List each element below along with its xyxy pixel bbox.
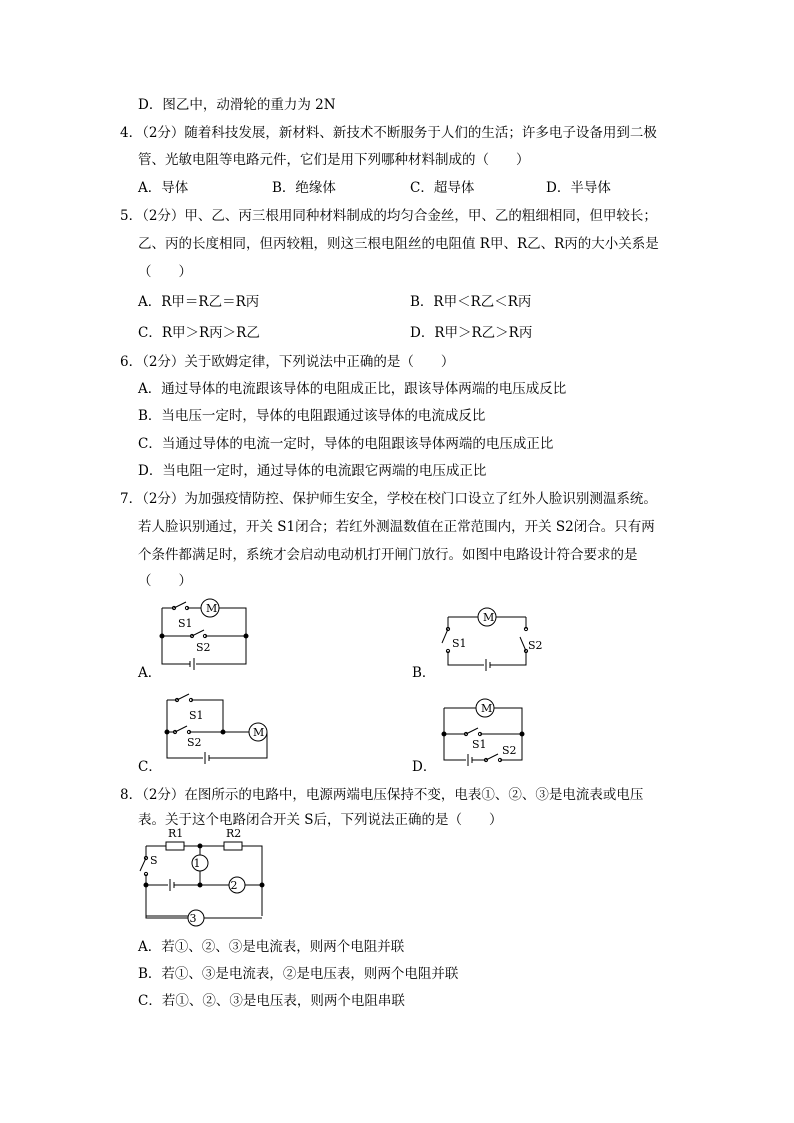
switch-s2-label: S2 xyxy=(196,641,211,654)
q4-stem-line2: 管、光敏电阻等电路元件，它们是用下列哪种材料制成的（ ） xyxy=(138,152,530,168)
q7-stem-line2: 若人脸识别通过，开关 S1闭合；若红外测温数值在正常范围内，开关 S2闭合。只有两 xyxy=(138,519,655,535)
q4-stem-line1: 4．（2分）随着科技发展，新材料、新技术不断服务于人们的生活；许多电子设备用到二极 xyxy=(120,125,657,141)
q7-circuit-c xyxy=(155,692,275,772)
q8-circuit xyxy=(136,827,276,928)
q7-label-b: B． xyxy=(412,665,436,681)
q5-option-a: A．R甲＝R乙＝R丙 xyxy=(138,294,260,310)
meter-1-label: 1 xyxy=(193,857,201,870)
switch-s2-label-d: S2 xyxy=(502,744,517,757)
q7-circuit-b xyxy=(430,603,550,678)
q7-label-c: C． xyxy=(138,759,162,775)
meter-3-label: 3 xyxy=(189,912,197,925)
motor-label-c: M xyxy=(253,726,265,739)
q5-stem-line3: （ ） xyxy=(138,264,192,280)
q4-option-a: A．导体 xyxy=(138,180,189,196)
q7-stem-line3: 个条件都满足时，系统才会启动电动机打开闸门放行。如图中电路设计符合要求的是 xyxy=(138,547,638,563)
motor-label-d: M xyxy=(481,702,493,715)
switch-s-label: S xyxy=(150,854,158,867)
q7-circuit-d xyxy=(436,694,536,774)
q6-option-a: A．通过导体的电流跟该导体的电阻成正比，跟该导体两端的电压成反比 xyxy=(138,381,567,397)
q8-option-a: A．若①、②、③是电流表，则两个电阻并联 xyxy=(138,939,405,955)
q5-stem-line2: 乙、丙的长度相同，但丙较粗，则这三根电阻丝的电阻值 R甲、R乙、R丙的大小关系是 xyxy=(138,236,659,252)
switch-s1-label-c: S1 xyxy=(189,709,204,722)
resistor-r1-label: R1 xyxy=(168,827,184,840)
q6-option-b: B．当电压一定时，导体的电阻跟通过该导体的电流成反比 xyxy=(138,408,486,424)
q7-stem-line4: （ ） xyxy=(138,573,192,589)
q4-option-d: D．半导体 xyxy=(546,180,611,196)
q6-stem: 6．（2分）关于欧姆定律，下列说法中正确的是（ ） xyxy=(120,354,455,370)
q8-stem-line2: 表。关于这个电路闭合开关 S后，下列说法正确的是（ ） xyxy=(138,812,503,828)
q7-circuit-a xyxy=(150,600,260,680)
switch-s1-label-d: S1 xyxy=(472,738,487,751)
q7-label-a: A． xyxy=(138,665,162,681)
meter-2-label: 2 xyxy=(230,879,238,892)
q4-option-b: B．绝缘体 xyxy=(272,180,336,196)
switch-s1-label: S1 xyxy=(178,617,193,630)
q6-option-d: D．当电阻一定时，通过导体的电流跟它两端的电压成正比 xyxy=(138,463,487,479)
q6-option-c: C．当通过导体的电流一定时，导体的电阻跟该导体两端的电压成正比 xyxy=(138,436,554,452)
q4-option-c: C．超导体 xyxy=(410,180,475,196)
switch-s2-label-b: S2 xyxy=(528,639,543,652)
resistor-r2-label: R2 xyxy=(226,827,242,840)
q8-option-b: B．若①、③是电流表，②是电压表，则两个电阻并联 xyxy=(138,966,459,982)
motor-label-b: M xyxy=(483,611,495,624)
motor-label: M xyxy=(206,602,218,615)
q5-option-c: C．R甲＞R丙＞R乙 xyxy=(138,325,260,341)
q8-option-c: C．若①、②、③是电压表，则两个电阻串联 xyxy=(138,993,405,1009)
switch-s1-label-b: S1 xyxy=(452,637,467,650)
q5-option-d: D．R甲＞R乙＞R丙 xyxy=(410,325,533,341)
q3-option-d: D．图乙中，动滑轮的重力为 2N xyxy=(138,97,336,113)
q7-label-d: D． xyxy=(412,759,437,775)
q8-stem-line1: 8．（2分）在图所示的电路中，电源两端电压保持不变，电表①、②、③是电流表或电压 xyxy=(120,787,644,803)
q5-stem-line1: 5．（2分）甲、乙、丙三根用同种材料制成的均匀合金丝，甲、乙的粗细相同，但甲较长； xyxy=(120,208,657,224)
q5-option-b: B．R甲＜R乙＜R丙 xyxy=(410,294,532,310)
q7-stem-line1: 7．（2分）为加强疫情防控、保护师生安全，学校在校门口设立了红外人脸识别测温系统。 xyxy=(120,491,657,507)
switch-s2-label-c: S2 xyxy=(187,736,202,749)
